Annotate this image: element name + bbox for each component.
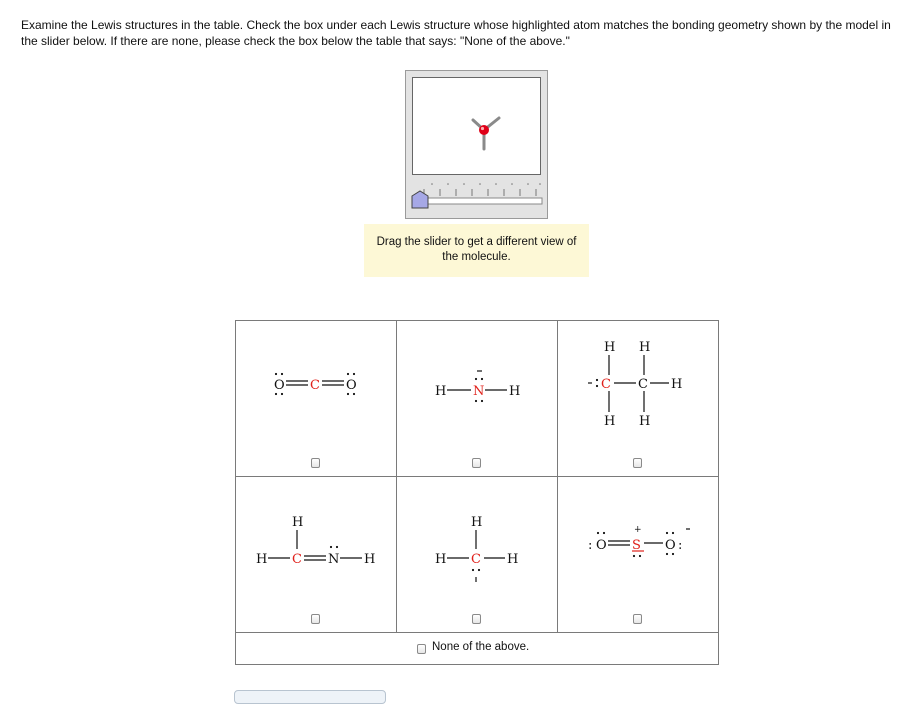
svg-text:N: N (328, 552, 340, 567)
view-slider[interactable] (410, 181, 545, 215)
none-of-the-above-label[interactable]: None of the above. (432, 641, 530, 653)
svg-text:H: H (604, 414, 616, 429)
slider-hint (364, 224, 589, 277)
svg-text::: : (588, 538, 593, 553)
checkbox-methanimine[interactable] (311, 614, 320, 624)
molecule-viewer (405, 70, 548, 219)
svg-text:+: + (634, 525, 642, 535)
svg-text:H: H (639, 340, 651, 355)
instructions-text: Examine the Lewis structures in the table. Check the box under each Lewis structure whose highlighted atom matches the bonding geometry shown by the model in the slider below. If there are none, please check the box below the table that says: "None of the above." (21, 18, 891, 48)
svg-text:C: C (292, 552, 302, 567)
svg-text:C: C (310, 378, 320, 393)
svg-text:H: H (435, 552, 447, 567)
checkbox-ch2-anion[interactable] (472, 614, 481, 624)
slider-hint-text: Drag the slider to get a different view of the molecule. (376, 236, 577, 263)
checkbox-c2h4-anion[interactable] (633, 458, 642, 468)
svg-text:C: C (601, 377, 611, 392)
none-of-the-above-row (236, 633, 718, 664)
svg-text:H: H (671, 377, 683, 392)
lewis-structure-table (235, 320, 719, 665)
lewis-structure-ch2-anion (397, 477, 557, 633)
next-button[interactable] (234, 690, 386, 704)
svg-text:H: H (509, 384, 521, 399)
svg-text:S: S (632, 538, 641, 553)
svg-text:H: H (292, 515, 304, 530)
svg-text:H: H (639, 414, 651, 429)
svg-text:O: O (665, 538, 676, 553)
svg-text:O: O (274, 378, 285, 393)
lewis-structure-c2h4-anion (558, 321, 718, 477)
slider-thumb (412, 191, 428, 208)
svg-text:C: C (471, 552, 481, 567)
svg-text:N: N (473, 384, 485, 399)
svg-text:H: H (256, 552, 268, 567)
svg-text:O: O (596, 538, 607, 553)
checkbox-co2[interactable] (311, 458, 320, 468)
lewis-structure-co2 (236, 321, 396, 477)
lewis-structure-methanimine (236, 477, 396, 633)
checkbox-none-of-the-above[interactable] (417, 644, 426, 654)
lewis-structure-so2 (558, 477, 718, 633)
svg-text::: : (678, 538, 683, 553)
checkbox-nh2-anion[interactable] (472, 458, 481, 468)
lewis-structure-nh2-anion (397, 321, 557, 477)
svg-text:H: H (364, 552, 376, 567)
checkbox-so2[interactable] (633, 614, 642, 624)
molecule-model-view (412, 77, 541, 175)
svg-text:H: H (435, 384, 447, 399)
svg-text:C: C (638, 377, 648, 392)
svg-text:H: H (507, 552, 519, 567)
svg-text:H: H (471, 515, 483, 530)
svg-text:H: H (604, 340, 616, 355)
molecule-model-icon (413, 78, 540, 174)
svg-text:O: O (346, 378, 357, 393)
